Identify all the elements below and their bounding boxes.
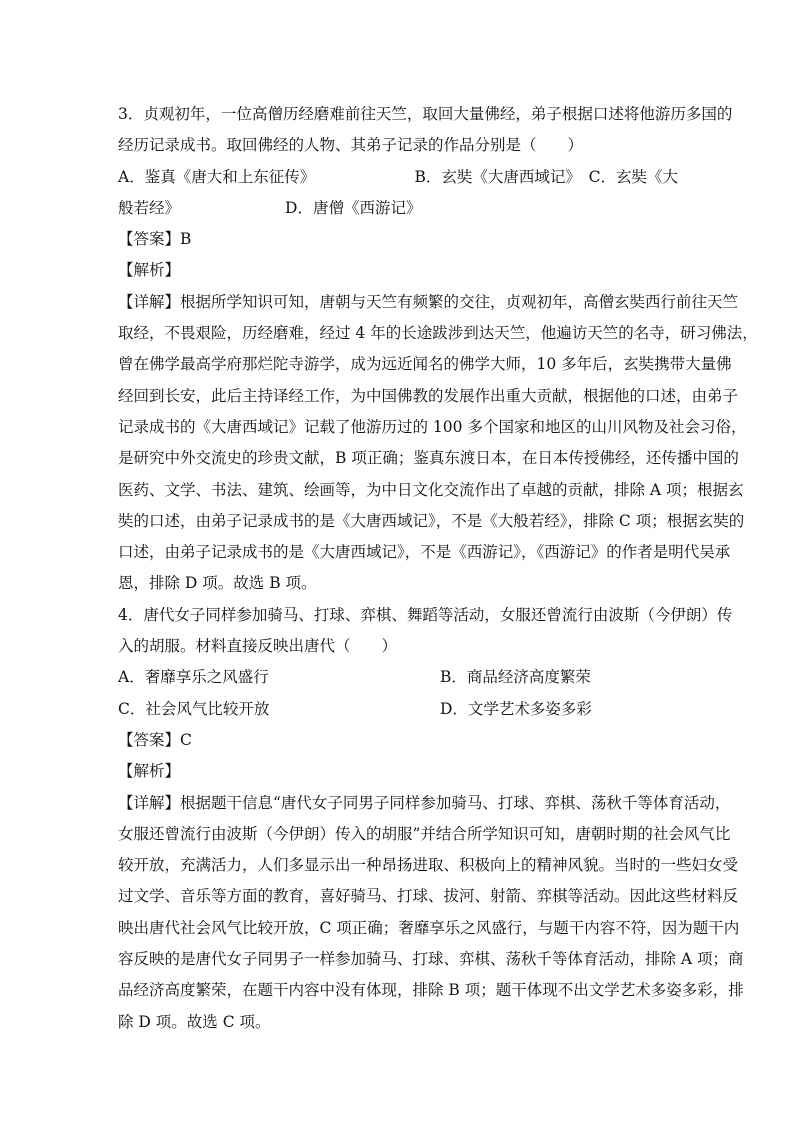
question-3-option-d: D．唐僧《西游记》: [285, 198, 422, 217]
question-3-detail-line: 医药、文学、书法、建筑、绘画等，为中日文化交流作出了卓越的贡献，排除 A 项；根据玄: [118, 480, 744, 499]
question-4-option-c: C．社会风气比较开放: [118, 699, 270, 718]
question-4-options-row-2: [118, 694, 678, 725]
question-4-detail-line: 【详解】根据题干信息“唐代女子同男子同样参加骑马、打球、弈棋、荡秋千等体育活动，: [118, 793, 731, 812]
question-3-detail-line: 记录成书的《大唐西域记》记载了他游历过的 100 多个国家和地区的山川风物及社会习俗，: [118, 417, 747, 436]
question-3-option-b-c: B．玄奘《大唐西域记》 C．玄奘《大: [414, 167, 678, 186]
question-3-stem-line: 3．贞观初年，一位高僧历经磨难前往天竺，取回大量佛经，弟子根据口述将他游历多国的: [118, 105, 733, 123]
question-3-detail-line: 恩，排除 D 项。故选 B 项。: [118, 574, 317, 593]
question-3-detail-line: 经回到长安，此后主持译经工作，为中国佛教的发展作出重大贡献，根据他的口述，由弟子: [118, 386, 739, 405]
question-3-analysis-heading: 【解析】: [118, 261, 181, 280]
question-3-detail-line: 是研究中外交流史的珍贵文献，B 项正确；鉴真东渡日本，在日本传授佛经，还传播中国的: [118, 449, 739, 468]
question-3-detail-line: 口述，由弟子记录成书的是《大唐西域记》，不是《西游记》，《西游记》的作者是明代吴承: [118, 543, 731, 562]
question-4-detail-line: 女服还曾流行由波斯（今伊朗）传入的胡服”并结合所学知识可知，唐朝时期的社会风气比: [118, 824, 731, 843]
question-3-options-row-2: [118, 193, 678, 224]
document-content: [118, 99, 758, 1038]
question-3-answer: 【答案】B: [118, 230, 192, 249]
question-3-detail-line: 奘的口述，由弟子记录成书的是《大唐西域记》，不是《大般若经》，排除 C 项；根据玄奘的: [118, 511, 745, 530]
question-4-stem-line: 入的胡服。材料直接反映出唐代（ ）: [118, 637, 398, 656]
question-4-detail-line: 品经济高度繁荣，在题干内容中没有体现，排除 B 项；题干体现不出文学艺术多姿多彩，排: [118, 981, 744, 1000]
question-3-stem-line: 经历记录成书。取回佛经的人物、其弟子记录的作品分别是（ ）: [118, 136, 584, 155]
question-3-detail-line: 【详解】根据所学知识可知，唐朝与天竺有频繁的交往，贞观初年，高僧玄奘西行前往天竺: [118, 292, 739, 311]
question-4-options-row-1: [118, 662, 678, 693]
question-3: [118, 99, 758, 600]
question-4-detail-line: 映出唐代社会风气比较开放，C 项正确；奢靡享乐之风盛行，与题干内容不符，因为题干内: [118, 918, 740, 937]
question-4-detail-line: 除 D 项。故选 C 项。: [118, 1012, 271, 1031]
question-4-detail-line: 过文学、音乐等方面的教育，喜好骑马、打球、拔河、射箭、弈棋等活动。因此这些材料反: [118, 887, 739, 906]
question-4-detail-line: 较开放，充满活力，人们多显示出一种昂扬进取、积极向上的精神风貌。当时的一些妇女受: [118, 856, 739, 875]
question-4-stem-line: 4．唐代女子同样参加骑马、打球、弈棋、舞蹈等活动，女服还曾流行由波斯（今伊朗）传: [118, 605, 733, 624]
question-3-option-a: A．鉴真《唐大和上东征传》: [118, 167, 316, 186]
question-3-detail-line: 取经，不畏艰险，历经磨难，经过 4 年的长途跋涉到达天竺，他遍访天竺的名寺，研习佛法，: [118, 324, 758, 343]
question-4-option-a: A．奢靡享乐之风盛行: [118, 668, 269, 687]
question-4-analysis-heading: 【解析】: [118, 762, 181, 781]
question-4-detail-line: 容反映的是唐代女子同男子一样参加骑马、打球、弈棋、荡秋千等体育活动，排除 A 项；商: [118, 950, 744, 969]
question-4-option-d: D．文学艺术多姿多彩: [440, 699, 592, 718]
question-3-option-c-cont: 般若经》: [118, 198, 181, 217]
question-3-detail-line: 曾在佛学最高学府那烂陀寺游学，成为远近闻名的佛学大师，10 多年后，玄奘携带大量佛: [118, 355, 732, 374]
question-4-answer: 【答案】C: [118, 730, 192, 749]
option-spacer: [180, 193, 285, 224]
question-4: [118, 600, 744, 1038]
question-3-options-row-1: [118, 162, 678, 193]
question-4-option-b: B．商品经济高度繁荣: [440, 668, 591, 687]
